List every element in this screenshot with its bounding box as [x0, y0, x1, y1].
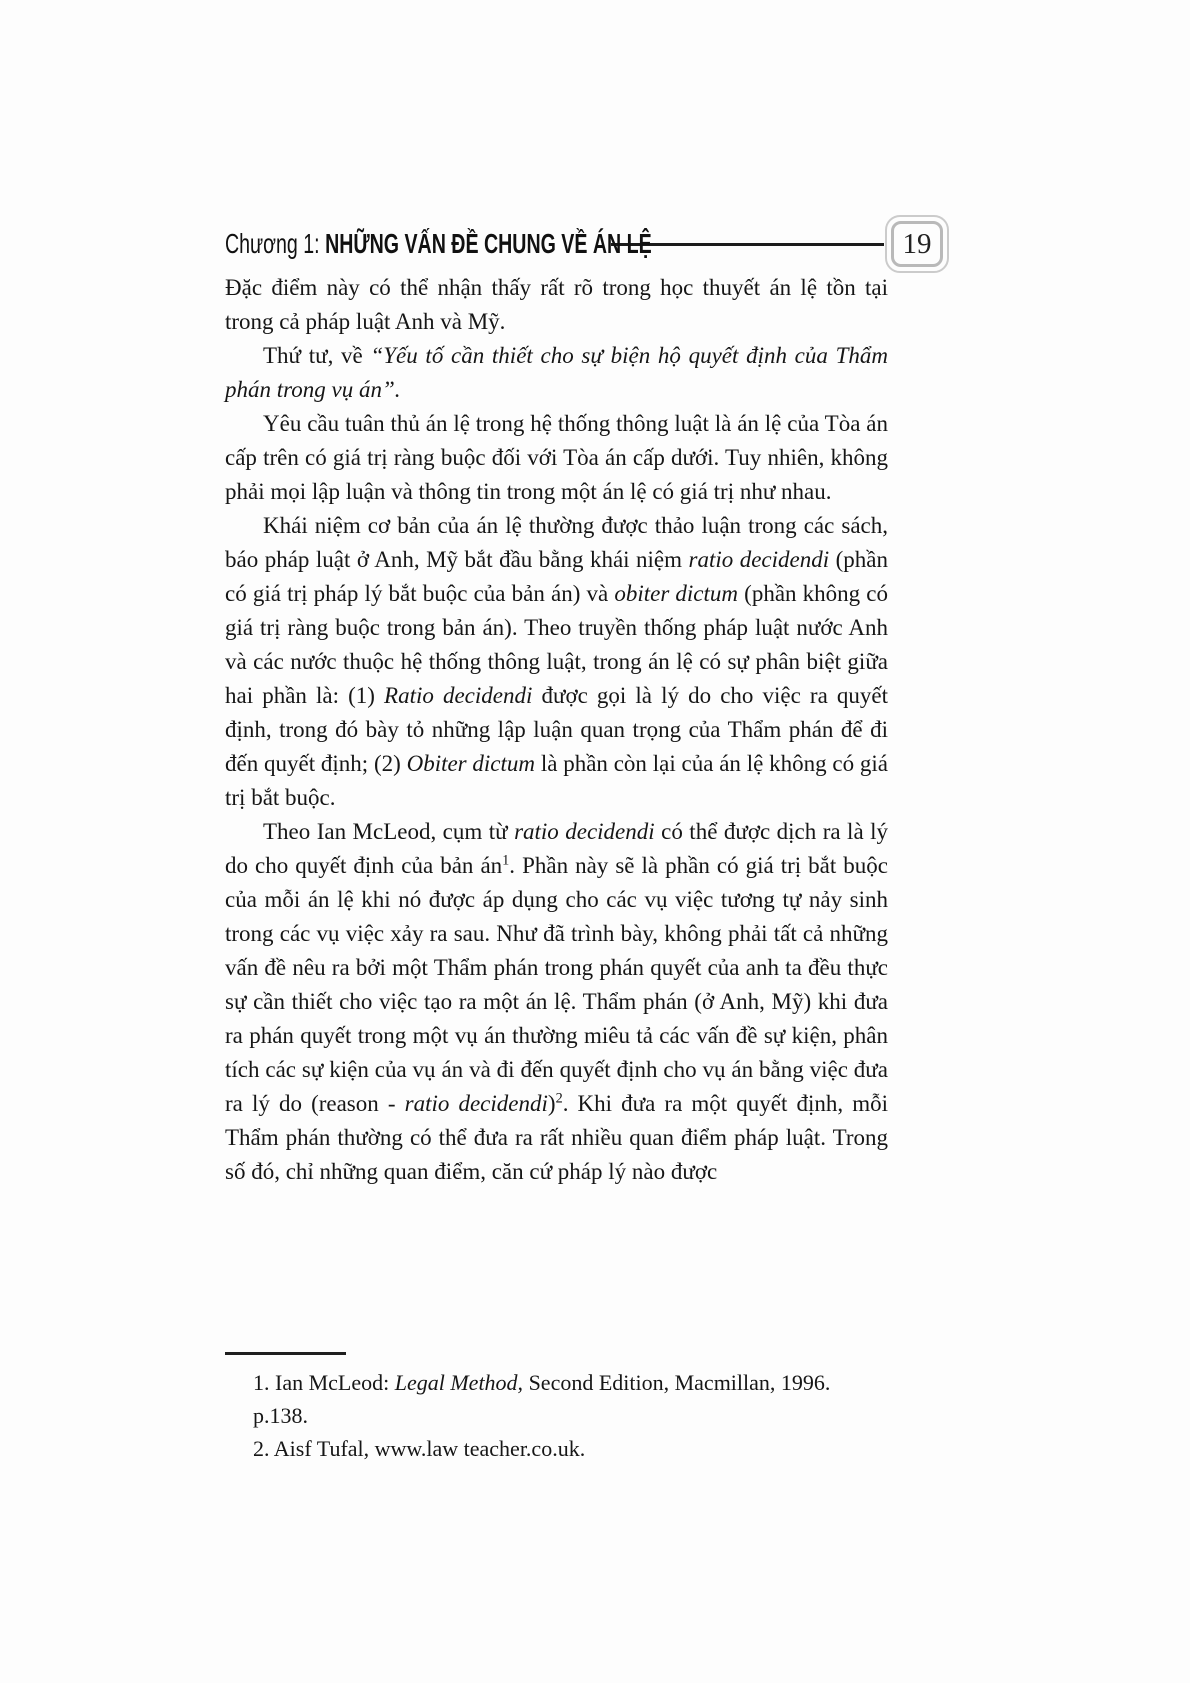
- text-run: 2. Aisf Tufal, www.law teacher.co.uk.: [253, 1436, 586, 1461]
- text-run: là phần còn lại của án lệ không có giá trị bắt buộc.: [225, 751, 888, 810]
- text-run: . Khi đưa ra một quyết định, mỗi Thẩm phán thường có thể đưa ra rất nhiều quan điểm pháp luật. Trong số đó, chỉ những quan điểm, căn cứ pháp lý nào được: [225, 1091, 889, 1184]
- text-run: Thứ tư, về: [263, 343, 371, 368]
- italic-text-run: “Yếu tố cần thiết cho sự biện hộ quyết định của Thẩm phán trong vụ án”.: [225, 343, 888, 402]
- footnotes-section: [225, 1352, 888, 1465]
- chapter-title: NHỮNG VẤN ĐỀ CHUNG VỀ ÁN LỆ: [325, 228, 652, 259]
- page-number: 19: [891, 221, 943, 267]
- footnote: [225, 1432, 888, 1465]
- running-header: [225, 212, 949, 276]
- page-number-box: [885, 215, 949, 273]
- body-text: [225, 271, 888, 1189]
- italic-text-run: Obiter dictum: [406, 751, 536, 776]
- italic-text-run: Ratio decidendi: [384, 683, 533, 708]
- footnote-separator: [225, 1352, 346, 1355]
- footnote-list: [225, 1366, 888, 1465]
- text-run: Theo Ian McLeod, cụm từ: [263, 819, 515, 844]
- chapter-heading: [225, 228, 652, 260]
- text-run: Đặc điểm này có thể nhận thấy rất rõ trong học thuyết án lệ tồn tại trong cả pháp luật Anh và Mỹ.: [225, 275, 888, 334]
- text-run: Khái niệm cơ bản của án lệ thường được thảo luận trong các sách, báo pháp luật ở Anh, Mỹ bắt đầu bằng khái niệm: [225, 513, 888, 572]
- paragraph: [225, 271, 888, 339]
- chapter-number-label: Chương 1:: [225, 228, 326, 259]
- footnote: [225, 1366, 888, 1432]
- paragraph: [225, 339, 888, 407]
- italic-text-run: ratio decidendi: [688, 547, 830, 572]
- footnote-reference: 1: [502, 852, 510, 869]
- text-run: (phần không có giá trị ràng buộc trong bản án). Theo truyền thống pháp luật nước Anh và các nước thuộc hệ thống thông luật, trong án lệ có sự phân biệt giữa hai phần là: (1): [225, 581, 889, 708]
- text-run: Second Edition, Macmillan, 1996. p.138.: [253, 1370, 831, 1428]
- header-rule: [611, 243, 884, 246]
- text-run: 1. Ian McLeod:: [253, 1370, 395, 1395]
- text-run: . Phần này sẽ là phần có giá trị bắt buộc của mỗi án lệ khi nó được áp dụng cho các vụ việc tương tự nảy sinh trong các vụ việc xảy ra sau. Như đã trình bày, không phải tất cả những vấn đề nêu ra bởi một Thẩm phán trong phán quyết của anh ta đều thực sự cần thiết cho việc tạo ra một án lệ. Thẩm phán (ở Anh, Mỹ) khi đưa ra phán quyết trong một vụ án thường miêu tả các vấn đề sự kiện, phân tích các sự kiện của vụ án và đi đến quyết định cho vụ án bằng việc đưa ra lý do (reason -: [225, 853, 888, 1116]
- footnote-reference: 2: [555, 1090, 563, 1107]
- italic-text-run: ratio decidendi: [514, 819, 655, 844]
- italic-text-run: ratio decidendi: [404, 1091, 548, 1116]
- paragraph: [225, 407, 888, 509]
- text-run: (phần có giá trị pháp lý bắt buộc của bản án) và: [225, 547, 888, 606]
- text-run: có thể được dịch ra là lý do cho quyết định của bản án: [225, 819, 889, 878]
- text-run: ): [547, 1091, 556, 1116]
- paragraph: [225, 509, 888, 815]
- paragraph: [225, 815, 888, 1189]
- italic-text-run: obiter dictum: [614, 581, 739, 606]
- italic-text-run: Legal Method,: [394, 1370, 524, 1395]
- text-run: được gọi là lý do cho việc ra quyết định, trong đó bày tỏ những lập luận quan trọng của Thẩm phán để đi đến quyết định; (2): [225, 683, 888, 776]
- text-run: Yêu cầu tuân thủ án lệ trong hệ thống thông luật là án lệ của Tòa án cấp trên có giá trị ràng buộc đối với Tòa án cấp dưới. Tuy nhiên, không phải mọi lập luận và thông tin trong một án lệ có giá trị như nhau.: [225, 411, 888, 504]
